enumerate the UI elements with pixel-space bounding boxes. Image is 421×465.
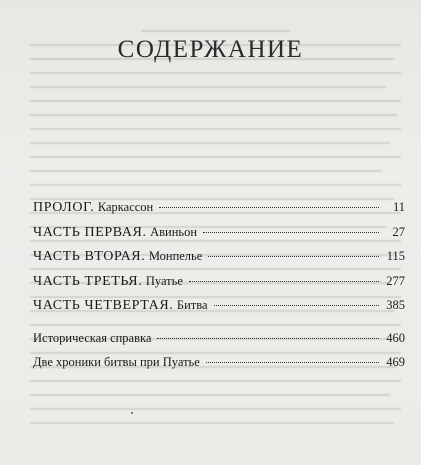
toc-entry-part-1 bbox=[33, 226, 405, 251]
dot-leader bbox=[206, 362, 379, 363]
toc-entry-page: 27 bbox=[392, 224, 405, 239]
toc-entry-label bbox=[33, 226, 197, 240]
toc-entry-name: Авиньон bbox=[150, 224, 198, 239]
toc-entry-part: ЧАСТЬ ТРЕТЬЯ. bbox=[33, 273, 143, 289]
toc-entry-name: Битва bbox=[176, 298, 208, 312]
toc-entry-name: Историческая справка bbox=[33, 330, 152, 345]
toc-entry-label bbox=[33, 275, 183, 289]
print-speck bbox=[131, 412, 133, 414]
toc-entry-page: 385 bbox=[386, 298, 405, 312]
table-of-contents bbox=[33, 201, 405, 381]
toc-entry-page: 460 bbox=[386, 330, 405, 345]
toc-entry-part: ЧАСТЬ ВТОРАЯ. bbox=[33, 249, 146, 264]
toc-entry-name: Каркассон bbox=[97, 200, 154, 214]
toc-entry-part-3 bbox=[33, 275, 405, 300]
toc-entry-prologue bbox=[33, 201, 405, 226]
dot-leader bbox=[203, 232, 379, 233]
toc-entry-label bbox=[33, 299, 208, 313]
toc-entry-name: Две хроники битвы при Пуатье bbox=[33, 355, 200, 369]
toc-entry-label bbox=[33, 250, 202, 264]
dot-leader bbox=[157, 338, 379, 339]
dot-leader bbox=[214, 305, 379, 306]
toc-entry-page: 469 bbox=[386, 355, 405, 369]
toc-entry-part-2 bbox=[33, 250, 405, 275]
toc-entry-chronicles bbox=[33, 356, 405, 381]
toc-entry-part-4 bbox=[33, 299, 405, 324]
toc-entry-page: 277 bbox=[386, 273, 405, 288]
toc-entry-page: 115 bbox=[386, 249, 405, 263]
dot-leader bbox=[189, 281, 379, 282]
toc-entry-historical-note bbox=[33, 332, 405, 357]
toc-entry-label bbox=[33, 201, 153, 215]
page-title: СОДЕРЖАНИЕ bbox=[117, 36, 304, 63]
dot-leader bbox=[159, 207, 379, 208]
toc-entry-page: 11 bbox=[392, 200, 405, 214]
toc-entry-part: ЧАСТЬ ЧЕТВЕРТАЯ. bbox=[33, 298, 174, 313]
toc-entry-part: ЧАСТЬ ПЕРВАЯ. bbox=[33, 224, 147, 240]
toc-entry-name: Монпелье bbox=[148, 249, 203, 263]
toc-entry-name: Пуатье bbox=[145, 273, 183, 288]
dot-leader bbox=[208, 256, 379, 257]
toc-entry-part: ПРОЛОГ. bbox=[33, 200, 95, 215]
